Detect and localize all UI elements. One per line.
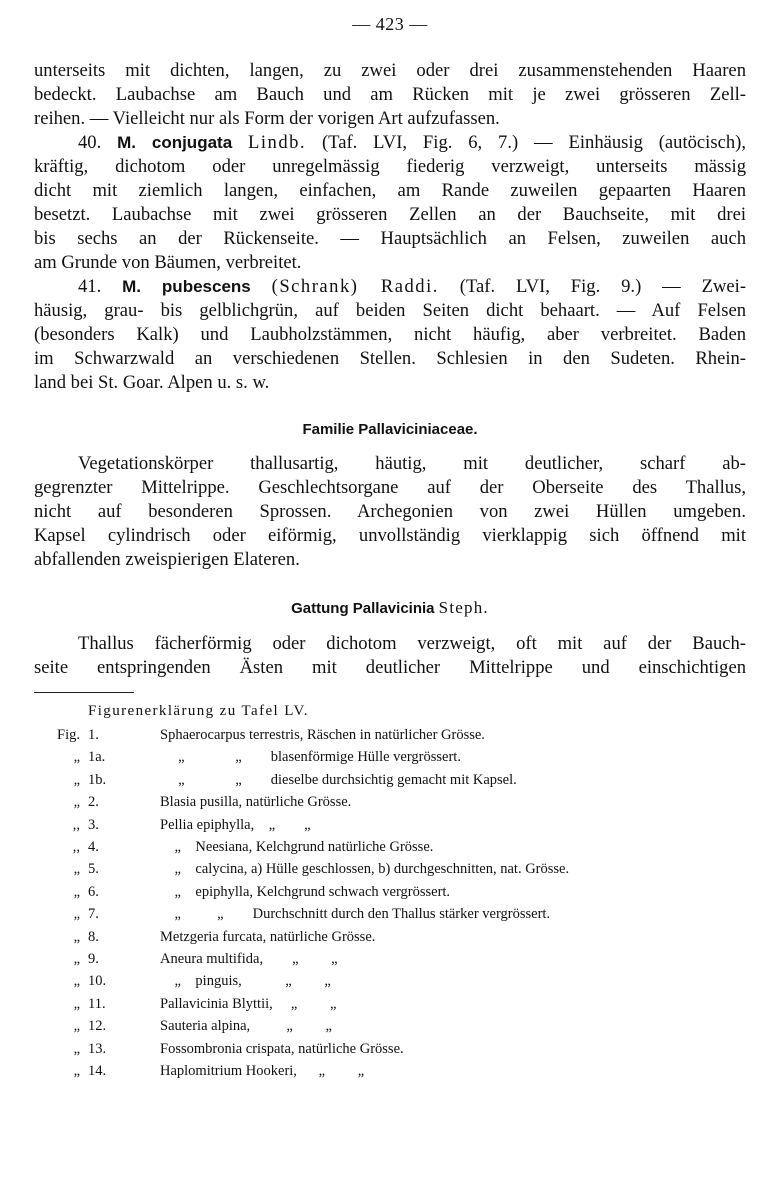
figure-caption: Blasia pusilla, natürliche Grösse. <box>160 794 352 811</box>
figure-number: 9. <box>88 951 99 968</box>
text-line: bedeckt. Laubachse am Bauch und am Rücken mit je zwei grösseren Zell- <box>34 84 746 105</box>
genus-heading-author: Steph. <box>438 598 489 617</box>
figure-legend-row <box>34 836 746 858</box>
species-author: Lindb. <box>248 132 307 153</box>
figure-legend-row <box>34 1038 746 1060</box>
figure-legend-row <box>34 769 746 791</box>
family-description <box>34 452 746 572</box>
figure-legend-row <box>34 926 746 948</box>
figure-legend-row <box>34 814 746 836</box>
figure-caption: Fossombronia crispata, natürliche Grösse. <box>160 1040 404 1057</box>
figure-legend-row <box>34 948 746 970</box>
figure-prefix: „ <box>73 1018 80 1035</box>
text-line: besetzt. Laubachse mit zwei grösseren Zellen an der Bauchseite, mit drei <box>34 204 746 225</box>
entry-text: (Taf. LVI, Fig. 6, 7.) — Einhäusig (autöcisch), <box>321 132 746 153</box>
figure-prefix: „ <box>73 995 80 1012</box>
species-entry-40 <box>34 131 746 275</box>
species-entry-first-line <box>34 131 746 155</box>
species-name: conjugata <box>151 133 233 152</box>
entry-text: (Taf. LVI, Fig. 9.) — Zwei- <box>459 276 747 297</box>
species-entry-first-line <box>34 275 746 299</box>
figure-prefix: „ <box>73 951 80 968</box>
figure-caption: Haplomitrium Hookeri, „ „ <box>160 1063 365 1080</box>
figure-number: 12. <box>88 1018 107 1035</box>
figure-prefix: „ <box>73 749 80 766</box>
figure-number: 5. <box>88 861 99 878</box>
text-line: Thallus fächerförmig oder dichotom verzweigt, oft mit auf der Bauch- <box>78 633 746 654</box>
text-line: am Grunde von Bäumen, verbreitet. <box>34 252 302 273</box>
figure-number: 7. <box>88 906 99 923</box>
figure-number: 6. <box>88 883 99 900</box>
species-author: (Schrank) Raddi. <box>271 276 439 297</box>
figure-prefix: „ <box>73 771 80 788</box>
figure-prefix: „ <box>73 861 80 878</box>
figure-legend-row <box>34 993 746 1015</box>
page-number: — 423 — <box>352 14 428 34</box>
footnote-rule <box>34 692 134 693</box>
figure-caption: „ pinguis, „ „ <box>160 973 331 990</box>
figure-number: 2. <box>88 794 99 811</box>
figure-caption: „ „ Durchschnitt durch den Thallus stärker vergrössert. <box>160 906 551 923</box>
figure-caption: „ „ dieselbe durchsichtig gemacht mit Kapsel. <box>160 771 517 788</box>
genus-abbrev: M. <box>117 133 136 152</box>
text-line: dicht mit ziemlich langen, einfachen, am Rande zuweilen gepaarten Haaren <box>34 180 746 201</box>
paragraph-continuation <box>34 59 746 131</box>
figure-caption: „ „ blasenförmige Hülle vergrössert. <box>160 749 461 766</box>
genus-description <box>34 632 746 680</box>
figure-legend-row <box>34 746 746 768</box>
figure-caption: Pallavicinia Blyttii, „ „ <box>160 995 337 1012</box>
figure-prefix: Fig. <box>57 727 80 743</box>
figure-legend-row <box>34 791 746 813</box>
figure-number: 3. <box>88 816 99 833</box>
figure-prefix: „ <box>73 973 80 990</box>
figure-prefix: „ <box>73 1063 80 1080</box>
figure-number: 4. <box>88 839 99 856</box>
text-line: gegrenzter Mittelrippe. Geschlechtsorgane auf der Oberseite des Thallus, <box>34 477 746 498</box>
figure-prefix: „ <box>73 928 80 945</box>
figure-caption: Sphaerocarpus terrestris, Räschen in natürlicher Grösse. <box>160 727 485 743</box>
text-line: kräftig, dichotom oder unregelmässig fiederig verzweigt, unterseits mässig <box>34 156 746 177</box>
figure-caption: „ calycina, a) Hülle geschlossen, b) durchgeschnitten, nat. Grösse. <box>160 861 570 878</box>
figure-prefix: „ <box>73 883 80 900</box>
figure-caption: „ epiphylla, Kelchgrund schwach vergrössert. <box>160 883 451 900</box>
figure-caption: Sauteria alpina, „ „ <box>160 1018 332 1035</box>
figure-legend-row <box>34 881 746 903</box>
text-line: nicht auf besonderen Sprossen. Archegonien von zwei Hüllen umgeben. <box>34 501 746 522</box>
entry-number: 41. <box>78 276 102 297</box>
figure-number: 14. <box>88 1063 107 1080</box>
text-line: reihen. — Vielleicht nur als Form der vorigen Art aufzufassen. <box>34 108 500 129</box>
figure-number: 1. <box>88 727 99 743</box>
text-line: seite entspringenden Ästen mit deutlicher Mittelrippe und einschichtigen <box>34 657 746 678</box>
figure-number: 8. <box>88 928 99 945</box>
text-line: Kapsel cylindrisch oder eiförmig, unvollständig vierklappig sich öffnend mit <box>34 525 746 546</box>
figure-legend-row <box>34 858 746 880</box>
text-line: land bei St. Goar. Alpen u. s. w. <box>34 372 270 393</box>
figure-prefix: „ <box>73 906 80 923</box>
figure-number: 10. <box>88 973 107 990</box>
figure-caption: Pellia epiphylla, „ „ <box>160 816 311 833</box>
page <box>34 14 746 1083</box>
figure-number: 13. <box>88 1040 107 1057</box>
genus-heading <box>34 598 746 618</box>
figure-legend-title: Figurenerklärung zu Tafel LV. <box>88 703 309 719</box>
figure-prefix: „ <box>73 794 80 811</box>
figure-caption: Metzgeria furcata, natürliche Grösse. <box>160 928 376 945</box>
figure-legend-list <box>34 724 746 1083</box>
figure-prefix: ,, <box>72 839 80 856</box>
figure-legend-row <box>34 724 746 746</box>
figure-legend-row <box>34 903 746 925</box>
text-line: häusig, grau- bis gelblichgrün, auf beiden Seiten dicht behaart. — Auf Felsen <box>34 300 746 321</box>
text-line: bis sechs an der Rückenseite. — Hauptsächlich an Felsen, zuweilen auch <box>34 228 746 249</box>
text-line: Vegetationskörper thallusartig, häutig, mit deutlicher, scharf ab- <box>78 453 746 474</box>
figure-number: 1b. <box>88 771 107 788</box>
text-line: abfallenden zweispierigen Elateren. <box>34 549 300 570</box>
figure-caption: „ Neesiana, Kelchgrund natürliche Grösse. <box>160 839 434 856</box>
figure-number: 1a. <box>88 749 106 766</box>
figure-legend-row <box>34 1060 746 1082</box>
species-name: pubescens <box>161 277 251 296</box>
text-line: im Schwarzwald an verschiedenen Stellen. Schlesien in den Sudeten. Rhein- <box>34 348 746 369</box>
figure-number: 11. <box>88 995 106 1012</box>
figure-caption: Aneura multifida, „ „ <box>160 951 338 968</box>
figure-legend-row <box>34 1015 746 1037</box>
entry-number: 40. <box>78 132 102 153</box>
text-line: unterseits mit dichten, langen, zu zwei oder drei zusammenstehenden Haaren <box>34 60 746 81</box>
species-entry-41 <box>34 275 746 395</box>
figure-legend-row <box>34 970 746 992</box>
genus-heading-name: Gattung Pallavicinia <box>291 600 435 617</box>
genus-abbrev: M. <box>122 277 142 296</box>
family-heading: Familie Pallaviciniaceae. <box>302 421 478 438</box>
text-line: (besonders Kalk) und Laubholzstämmen, nicht häufig, aber verbreitet. Baden <box>34 324 746 345</box>
figure-prefix: „ <box>73 1040 80 1057</box>
figure-prefix: ,, <box>72 816 80 833</box>
